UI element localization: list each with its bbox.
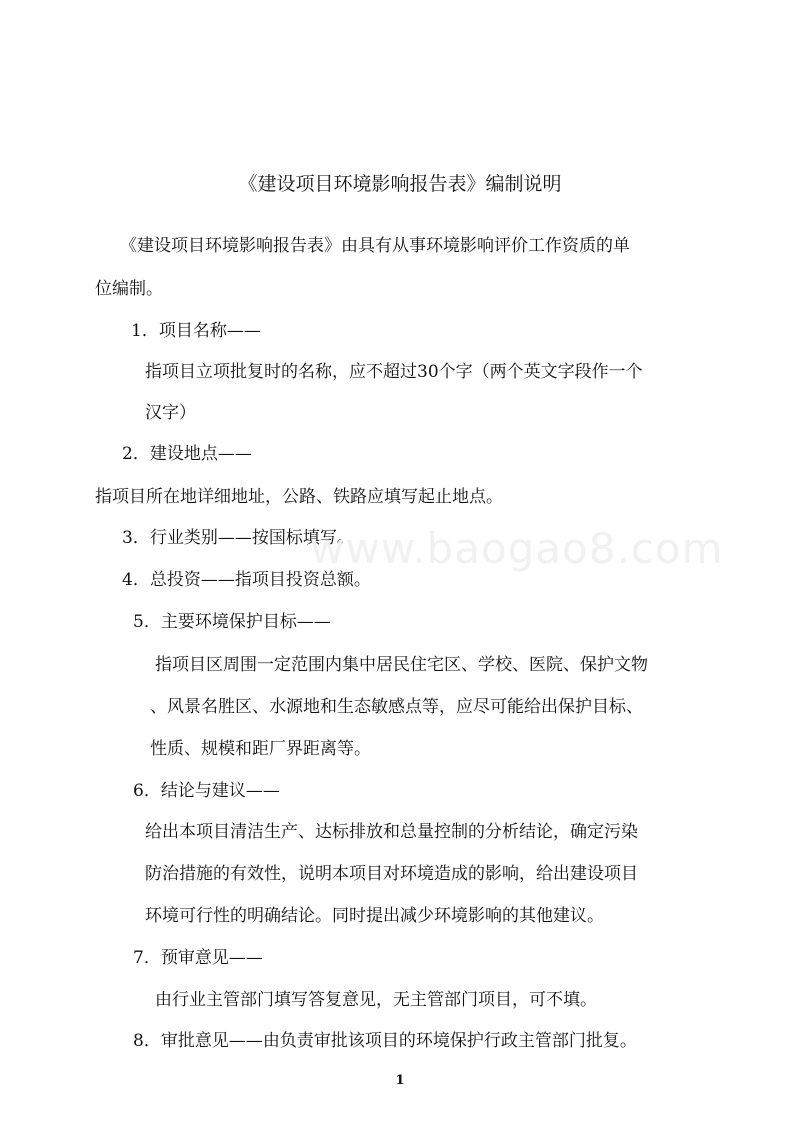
intro-line-2: 位编制。 [95, 279, 163, 299]
document-title: 《建设项目环境影响报告表》编制说明 [238, 173, 562, 195]
item-2-heading: 2．建设地点—— [122, 444, 252, 464]
item-6-body-2: 防治措施的有效性，说明本项目对环境造成的影响，给出建设项目 [145, 864, 638, 884]
page-number: 1 [395, 1073, 405, 1088]
item-5-heading: 5．主要环境保护目标—— [133, 612, 331, 632]
item-6-body-3: 环境可行性的明确结论。同时提出减少环境影响的其他建议。 [145, 906, 604, 926]
item-2-body-1: 指项目所在地详细地址，公路、铁路应填写起止地点。 [95, 487, 503, 507]
item-5-body-2: 、风景名胜区、水源地和生态敏感点等，应尽可能给出保护目标、 [150, 697, 643, 717]
item-1-body-1: 指项目立项批复时的名称，应不超过30个字（两个英文字段作一个 [145, 362, 643, 382]
item-1-body-2: 汉字） [145, 403, 196, 423]
item-5-body-1: 指项目区周围一定范围内集中居民住宅区、学校、医院、保护文物 [155, 655, 648, 675]
item-5-body-3: 性质、规模和距厂界距离等。 [150, 739, 371, 759]
item-7-heading: 7．预审意见—— [133, 948, 263, 968]
item-1-heading: 1．项目名称—— [131, 321, 261, 341]
watermark: www.baogao8.com [310, 524, 724, 573]
item-7-body-1: 由行业主管部门填写答复意见，无主管部门项目，可不填。 [155, 990, 597, 1010]
item-6-body-1: 给出本项目清洁生产、达标排放和总量控制的分析结论，确定污染 [145, 822, 638, 842]
item-8-heading: 8．审批意见——由负责审批该项目的环境保护行政主管部门批复。 [133, 1031, 637, 1051]
item-4-heading: 4．总投资——指项目投资总额。 [122, 570, 371, 590]
item-6-heading: 6．结论与建议—— [133, 781, 280, 801]
item-3-heading: 3．行业类别——按国标填写。 [122, 528, 354, 548]
intro-line-1: 《建设项目环境影响报告表》由具有从事环境影响评价工作资质的单 [120, 236, 630, 256]
